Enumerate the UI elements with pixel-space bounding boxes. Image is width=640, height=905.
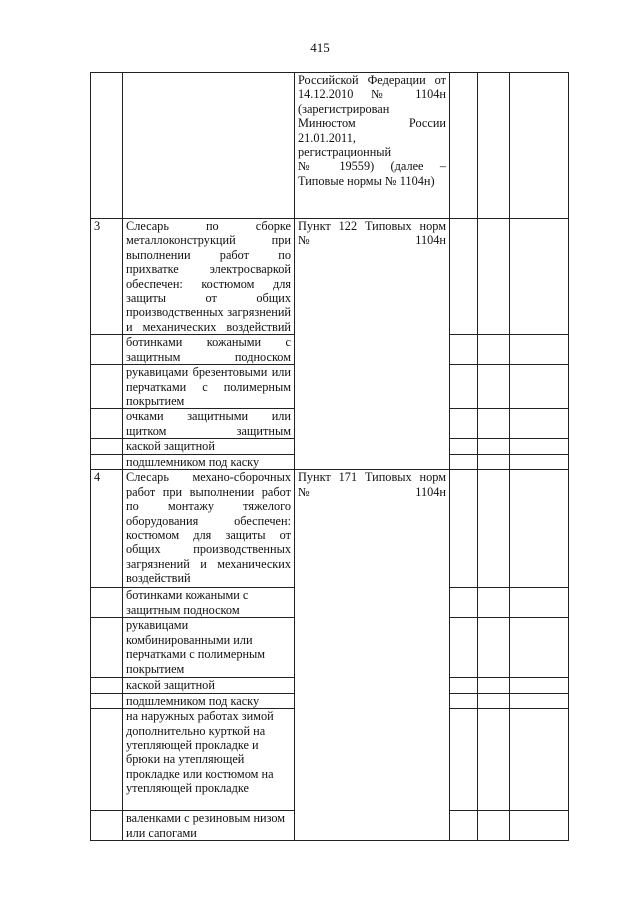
cell-empty: [478, 618, 510, 678]
cell-position: [123, 73, 295, 219]
cell-empty: [478, 365, 510, 409]
cell-empty: [91, 618, 123, 678]
cell-reference: [295, 73, 450, 219]
cell-empty: [91, 409, 123, 439]
ppe-item: ботинками кожаными с защитным подноском: [123, 335, 295, 365]
reference-line: 14.12.2010 № 1104н: [298, 87, 446, 102]
cell-empty: [478, 454, 510, 469]
cell-empty: [510, 811, 569, 841]
cell-empty: [450, 618, 478, 678]
ppe-item: очками защитными или щитком защитным: [123, 409, 295, 439]
cell-empty: [91, 693, 123, 708]
reference-cell: [295, 219, 450, 470]
cell-empty: [450, 678, 478, 693]
table-row: [91, 470, 569, 588]
cell-empty: [510, 409, 569, 439]
position-cell: [123, 470, 295, 588]
cell-empty: [510, 588, 569, 618]
cell-empty: [91, 709, 123, 811]
cell-empty: [450, 454, 478, 469]
reference-line: 21.01.2011,: [298, 130, 356, 145]
reference-line: Минюстом России: [298, 116, 446, 131]
ppe-item: каской защитной: [123, 678, 295, 693]
ppe-item: ботинками кожаными с защитным подноском: [123, 588, 295, 618]
reference-line: Российской Федерации от: [298, 73, 446, 87]
cell-empty: [91, 588, 123, 618]
row-number: 3: [91, 219, 123, 335]
cell-empty: [450, 365, 478, 409]
ppe-item: рукавицами брезентовыми или перчатками с полимерным покрытием: [123, 365, 295, 409]
cell-empty: [91, 365, 123, 409]
cell-empty: [450, 693, 478, 708]
ppe-item: на наружных работах зимой дополнительно курткой на утепляющей прокладке и брюки на утепляющей прокладке или костюмом на утепляющей прокладке: [123, 709, 295, 811]
cell-empty: [510, 618, 569, 678]
cell-empty: [510, 73, 569, 219]
cell-empty: [478, 811, 510, 841]
ppe-item: рукавицами комбинированными или перчатками с полимерным покрытием: [123, 618, 295, 678]
cell-empty: [450, 409, 478, 439]
cell-empty: [478, 219, 510, 335]
cell-empty: [478, 678, 510, 693]
reference-line: (зарегистрирован: [298, 101, 390, 116]
requirements-table: [90, 72, 569, 841]
cell-empty: [510, 365, 569, 409]
cell-empty: [510, 678, 569, 693]
page-number: 415: [310, 40, 330, 55]
cell-empty: [450, 335, 478, 365]
cell-empty: [478, 73, 510, 219]
cell-empty: [450, 709, 478, 811]
cell-empty: [510, 693, 569, 708]
cell-empty: [450, 811, 478, 841]
table-row: [91, 219, 569, 335]
cell-empty: [450, 588, 478, 618]
row-number: 4: [91, 470, 123, 588]
cell-number: [91, 73, 123, 219]
cell-empty: [91, 335, 123, 365]
cell-empty: [510, 439, 569, 454]
ppe-item: костюмом для защиты от общих производственных загрязнений и механических воздействий: [126, 527, 291, 586]
cell-empty: [478, 470, 510, 588]
cell-empty: [478, 409, 510, 439]
ppe-item: подшлемником под каску: [123, 693, 295, 708]
norm-reference: Пункт 171 Типовых норм № 1104н: [298, 470, 446, 499]
ppe-item: каской защитной: [123, 439, 295, 454]
cell-empty: [91, 439, 123, 454]
cell-empty: [510, 470, 569, 588]
cell-empty: [450, 73, 478, 219]
position-cell: [123, 219, 295, 335]
ppe-item: костюмом для защиты от общих производственных загрязнений и механических воздействий: [126, 276, 291, 334]
cell-empty: [450, 219, 478, 335]
reference-line: № 19559) (далее –: [298, 159, 446, 174]
ppe-item: валенками с резиновым низом или сапогами: [123, 811, 295, 841]
cell-empty: [478, 709, 510, 811]
ppe-item: подшлемником под каску: [123, 454, 295, 469]
cell-empty: [91, 811, 123, 841]
cell-empty: [510, 454, 569, 469]
cell-empty: [478, 588, 510, 618]
cell-empty: [478, 335, 510, 365]
reference-line: регистрационный: [298, 145, 392, 160]
position-title: Слесарь по сборке металлоконструкций при выполнении работ по прихватке электросваркой обеспечен:: [126, 219, 291, 291]
reference-cell: [295, 470, 450, 841]
cell-empty: [91, 678, 123, 693]
cell-empty: [478, 693, 510, 708]
reference-line: Типовые нормы № 1104н): [298, 173, 435, 188]
intro-row: [91, 73, 569, 219]
cell-empty: [478, 439, 510, 454]
cell-empty: [450, 470, 478, 588]
position-title: Слесарь механо-сборочных работ при выполнении работ по монтажу тяжелого оборудования обеспечен:: [126, 470, 291, 528]
norm-reference: Пункт 122 Типовых норм № 1104н: [298, 219, 446, 248]
cell-empty: [450, 439, 478, 454]
cell-empty: [510, 335, 569, 365]
cell-empty: [510, 219, 569, 335]
cell-empty: [510, 709, 569, 811]
cell-empty: [91, 454, 123, 469]
